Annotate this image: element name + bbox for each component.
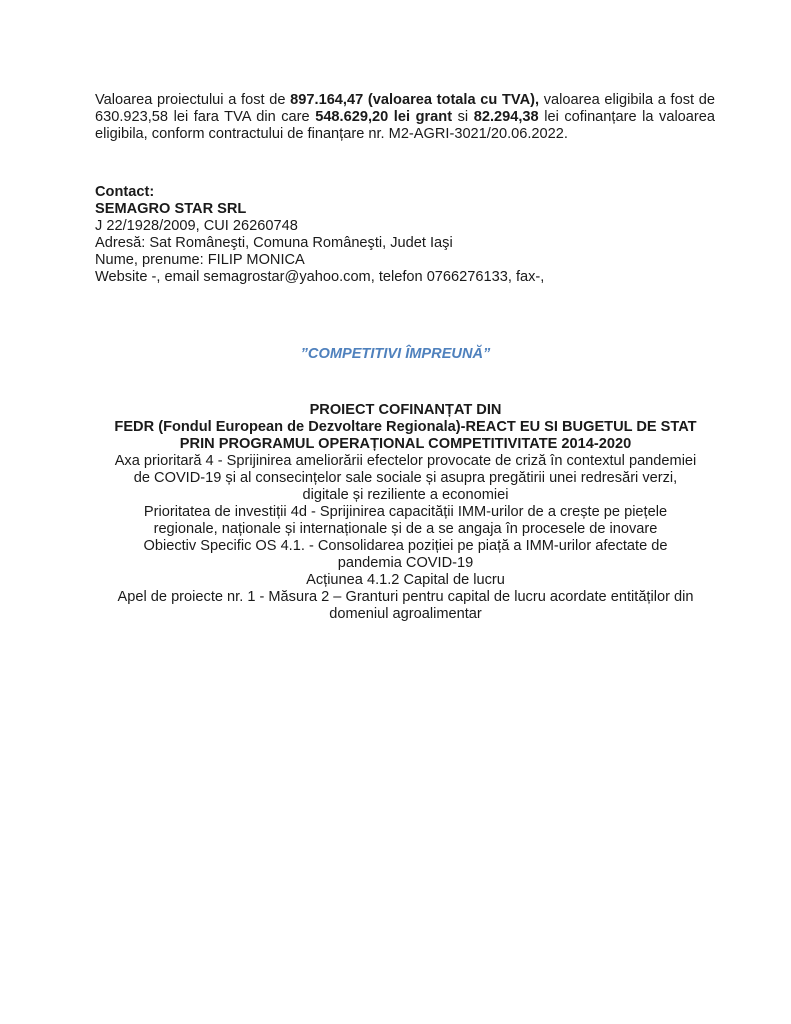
contact-details: Website -, email semagrostar@yahoo.com, telefon 0766276133, fax-, — [95, 269, 545, 285]
axis-line-1: Axa prioritară 4 - Sprijinirea ameliorării efectelor provocate de criză în contextul pandemiei — [114, 453, 697, 469]
total-value: 897.164,47 (valoarea totala cu TVA), — [290, 92, 540, 108]
company-registration: J 22/1928/2009, CUI 26260748 — [95, 218, 298, 234]
program-line: PRIN PROGRAMUL OPERAȚIONAL COMPETITIVITATE 2014-2020 — [179, 436, 632, 452]
project-info-block — [90, 402, 721, 623]
intro-text-1: Valoarea proiectului a fost de — [95, 92, 291, 108]
contact-heading: Contact: — [95, 184, 155, 200]
action-line: Acțiunea 4.1.2 Capital de lucru — [306, 572, 505, 588]
project-value-paragraph — [95, 92, 715, 143]
company-address: Adresă: Sat Româneşti, Comuna Româneşti, Judet Iaşi — [95, 235, 453, 251]
axis-line-2: de COVID-19 și al consecințelor sale sociale și asupra pregătirii unei redresări verzi, — [133, 470, 678, 486]
fund-line — [90, 419, 721, 436]
fund-prefix: FEDR ( — [114, 419, 164, 435]
grant-value: 548.629,20 lei grant — [315, 109, 453, 125]
fund-suffix: )-REACT EU SI BUGETUL DE STAT — [455, 419, 697, 435]
company-name: SEMAGRO STAR SRL — [95, 201, 247, 217]
fund-name: Fondul European de Dezvoltare Regionala — [163, 419, 456, 435]
contact-person: Nume, prenume: FILIP MONICA — [95, 252, 305, 268]
axis-line-3: digitale și reziliente a economiei — [302, 487, 509, 503]
call-line-1: Apel de proiecte nr. 1 - Măsura 2 – Granturi pentru capital de lucru acordate entităților din — [117, 589, 694, 605]
cofinance-value: 82.294,38 — [473, 109, 539, 125]
contact-block — [95, 184, 715, 286]
call-line-2: domeniul agroalimentar — [329, 606, 482, 622]
slogan: ”COMPETITIVI ÎMPREUNĂ” — [300, 346, 491, 362]
intro-text-3: si — [452, 109, 474, 125]
objective-line-2: pandemia COVID-19 — [337, 555, 474, 571]
objective-line-1: Obiectiv Specific OS 4.1. - Consolidarea poziției pe piață a IMM-urilor afectate de — [143, 538, 668, 554]
priority-line-2: regionale, naționale și internaționale și de a se angaja în procesele de inovare — [153, 521, 658, 537]
priority-line-1: Prioritatea de investiții 4d - Sprijinirea capacității IMM-urilor de a crește pe piețele — [143, 504, 668, 520]
intro-text-4: lei cofinanțare la valoarea eligibila, conform contractului de finanțare nr. M2-AGRI-3021/20.06.2022. — [95, 109, 716, 142]
project-title: PROIECT COFINANȚAT DIN — [309, 402, 502, 418]
intro-text-2: valoarea eligibila a fost de 630.923,58 lei fara TVA din care — [95, 92, 715, 125]
